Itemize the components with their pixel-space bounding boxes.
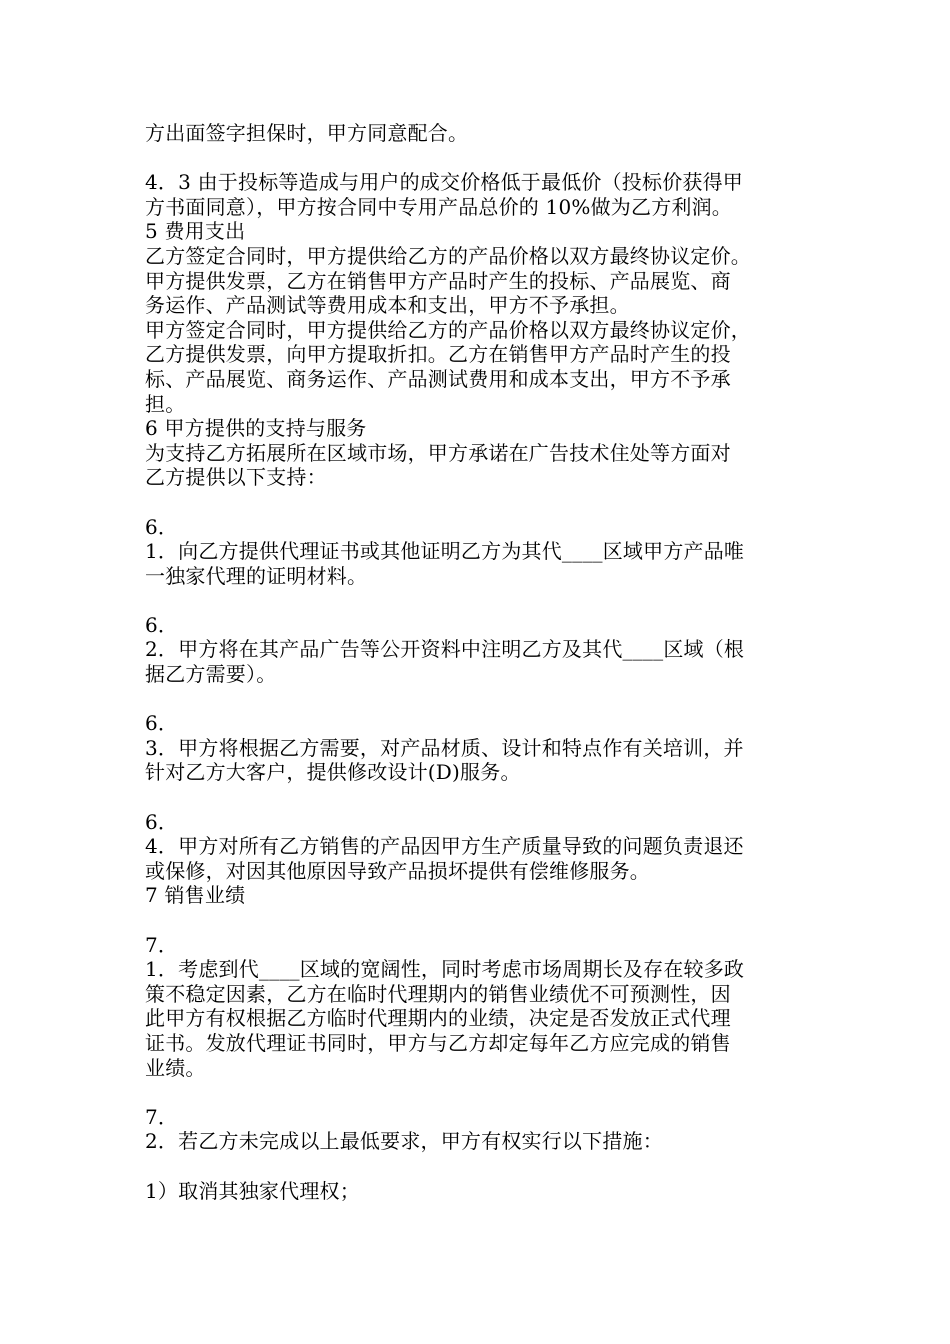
text-line: 6． xyxy=(145,612,179,637)
text-line: 3．甲方将根据乙方需要，对产品材质、设计和特点作有关培训，并 xyxy=(145,735,744,760)
text-line: 乙方签定合同时，甲方提供给乙方的产品价格以双方最终协议定价。 xyxy=(145,243,751,268)
text-line: 一独家代理的证明材料。 xyxy=(145,563,368,588)
text-line: 策不稳定因素，乙方在临时代理期内的销售业绩优不可预测性，因 xyxy=(145,981,731,1006)
text-line: 6． xyxy=(145,514,179,539)
text-line: 证书。发放代理证书同时，甲方与乙方却定每年乙方应完成的销售 xyxy=(145,1030,731,1055)
text-line: 方出面签字担保时，甲方同意配合。 xyxy=(145,121,469,145)
text-line: 针对乙方大客户，提供修改设计(D)服务。 xyxy=(145,760,521,785)
text-line: 4．3 由于投标等造成与用户的成交价格低于最低价（投标价获得甲 xyxy=(145,170,744,195)
section-heading: 5 费用支出 xyxy=(145,219,246,244)
text-line: 务运作、产品测试等费用成本和支出，甲方不予承担。 xyxy=(145,293,630,318)
section-heading: 7 销售业绩 xyxy=(145,883,246,908)
text-line: 为支持乙方拓展所在区域市场，甲方承诺在广告技术住处等方面对 xyxy=(145,440,731,465)
text-line: 2．甲方将在其产品广告等公开资料中注明乙方及其代____区域（根 xyxy=(145,637,745,662)
text-line: 1．向乙方提供代理证书或其他证明乙方为其代____区域甲方产品唯 xyxy=(145,539,745,564)
text-line: 担。 xyxy=(145,391,186,416)
document-body xyxy=(145,121,835,1203)
text-line: 此甲方有权根据乙方临时代理期内的业绩，决定是否发放正式代理 xyxy=(145,1006,731,1031)
text-line: 甲方签定合同时，甲方提供给乙方的产品价格以双方最终协议定价， xyxy=(145,317,751,342)
text-line: 或保修，对因其他原因导致产品损坏提供有偿维修服务。 xyxy=(145,858,650,883)
text-line: 6． xyxy=(145,711,179,736)
text-line: 2．若乙方未完成以上最低要求，甲方有权实行以下措施： xyxy=(145,1129,663,1154)
text-line: 据乙方需要）。 xyxy=(145,662,277,687)
blank-line xyxy=(145,908,835,933)
section-heading: 6 甲方提供的支持与服务 xyxy=(145,416,367,441)
text-line: 标、产品展览、商务运作、产品测试费用和成本支出，甲方不予承 xyxy=(145,366,731,391)
blank-line xyxy=(145,1080,835,1105)
text-line: 1）取消其独家代理权； xyxy=(145,1178,360,1203)
text-line: 6． xyxy=(145,809,179,834)
text-line: 乙方提供以下支持： xyxy=(145,465,327,490)
text-line: 方书面同意），甲方按合同中专用产品总价的 10%做为乙方利润。 xyxy=(145,194,733,219)
text-line: 1．考虑到代____区域的宽阔性，同时考虑市场周期长及存在较多政 xyxy=(145,957,745,982)
blank-line xyxy=(145,146,835,171)
blank-line xyxy=(145,588,835,613)
blank-line xyxy=(145,1154,835,1179)
text-line: 乙方提供发票，向甲方提取折扣。乙方在销售甲方产品时产生的投 xyxy=(145,342,731,367)
blank-line xyxy=(145,687,835,712)
text-line: 7． xyxy=(145,932,179,957)
text-line: 甲方提供发票，乙方在销售甲方产品时产生的投标、产品展览、商 xyxy=(145,268,731,293)
blank-line xyxy=(145,490,835,515)
text-line: 7． xyxy=(145,1104,179,1129)
text-line: 4．甲方对所有乙方销售的产品因甲方生产质量导致的问题负责退还 xyxy=(145,834,744,859)
blank-line xyxy=(145,785,835,810)
text-line: 业绩。 xyxy=(145,1055,206,1080)
